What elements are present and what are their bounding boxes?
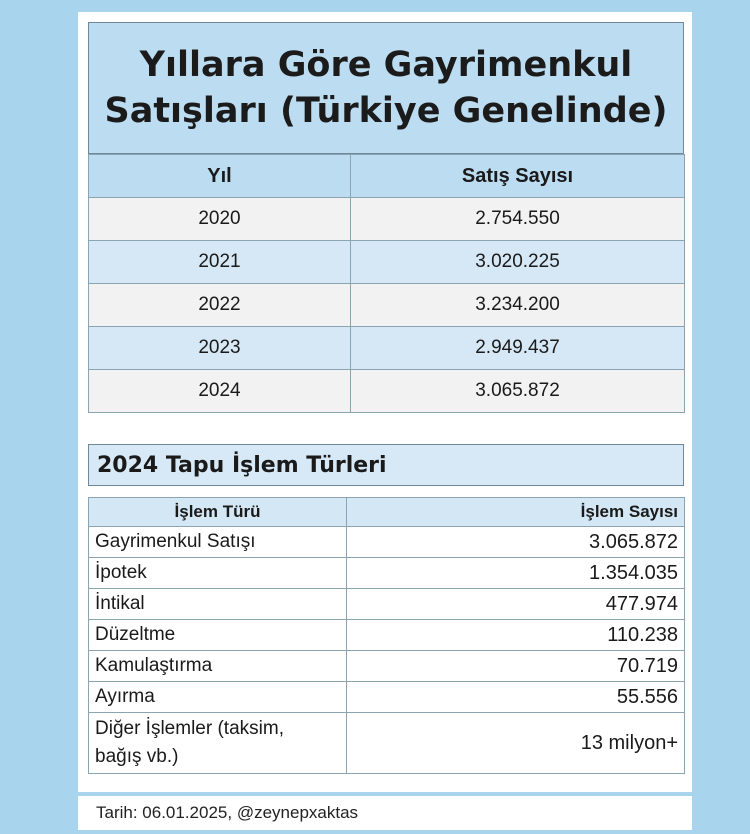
year-cell: 2022 [89, 284, 351, 327]
count-cell: 110.238 [347, 620, 685, 651]
section-title: 2024 Tapu İşlem Türleri [97, 452, 387, 478]
sales-by-year-table [88, 154, 685, 413]
count-cell: 13 milyon+ [347, 713, 685, 774]
table-row [89, 589, 685, 620]
column-header-year: Yıl [89, 155, 351, 198]
section-title-box [88, 444, 684, 486]
year-cell: 2020 [89, 198, 351, 241]
sales-cell: 3.020.225 [351, 241, 685, 284]
title-box [88, 22, 684, 154]
count-cell: 55.556 [347, 682, 685, 713]
count-cell: 3.065.872 [347, 527, 685, 558]
sales-cell: 3.065.872 [351, 370, 685, 413]
count-cell: 477.974 [347, 589, 685, 620]
transaction-types-table [88, 497, 685, 774]
table-header-row [89, 498, 685, 527]
count-cell: 70.719 [347, 651, 685, 682]
table-row [89, 370, 685, 413]
table-row [89, 327, 685, 370]
column-header-count: İşlem Sayısı [347, 498, 685, 527]
table-row [89, 682, 685, 713]
table-row [89, 620, 685, 651]
type-cell: Ayırma [89, 682, 347, 713]
footer-date-credit: Tarih: 06.01.2025, @zeynepxaktas [78, 796, 692, 830]
table-row [89, 527, 685, 558]
column-header-sales: Satış Sayısı [351, 155, 685, 198]
type-cell [89, 713, 347, 774]
table-header-row [89, 155, 685, 198]
table-row [89, 284, 685, 327]
page-title [105, 42, 668, 134]
table-row [89, 713, 685, 774]
infographic-card [78, 12, 692, 822]
type-line-2: bağış vb.) [95, 746, 179, 767]
type-cell: İntikal [89, 589, 347, 620]
table-row [89, 241, 685, 284]
background-strip [692, 0, 750, 834]
title-line-1: Yıllara Göre Gayrimenkul [139, 45, 633, 85]
count-cell: 1.354.035 [347, 558, 685, 589]
type-cell: Düzeltme [89, 620, 347, 651]
sales-cell: 3.234.200 [351, 284, 685, 327]
column-header-type: İşlem Türü [89, 498, 347, 527]
table-row [89, 651, 685, 682]
title-line-2: Satışları (Türkiye Genelinde) [104, 91, 668, 131]
year-cell: 2024 [89, 370, 351, 413]
type-cell: Gayrimenkul Satışı [89, 527, 347, 558]
year-cell: 2023 [89, 327, 351, 370]
type-cell: Kamulaştırma [89, 651, 347, 682]
year-cell: 2021 [89, 241, 351, 284]
table-row [89, 558, 685, 589]
table-row [89, 198, 685, 241]
type-cell: İpotek [89, 558, 347, 589]
sales-cell: 2.754.550 [351, 198, 685, 241]
type-line-1: Diğer İşlemler (taksim, [95, 718, 284, 739]
sales-cell: 2.949.437 [351, 327, 685, 370]
